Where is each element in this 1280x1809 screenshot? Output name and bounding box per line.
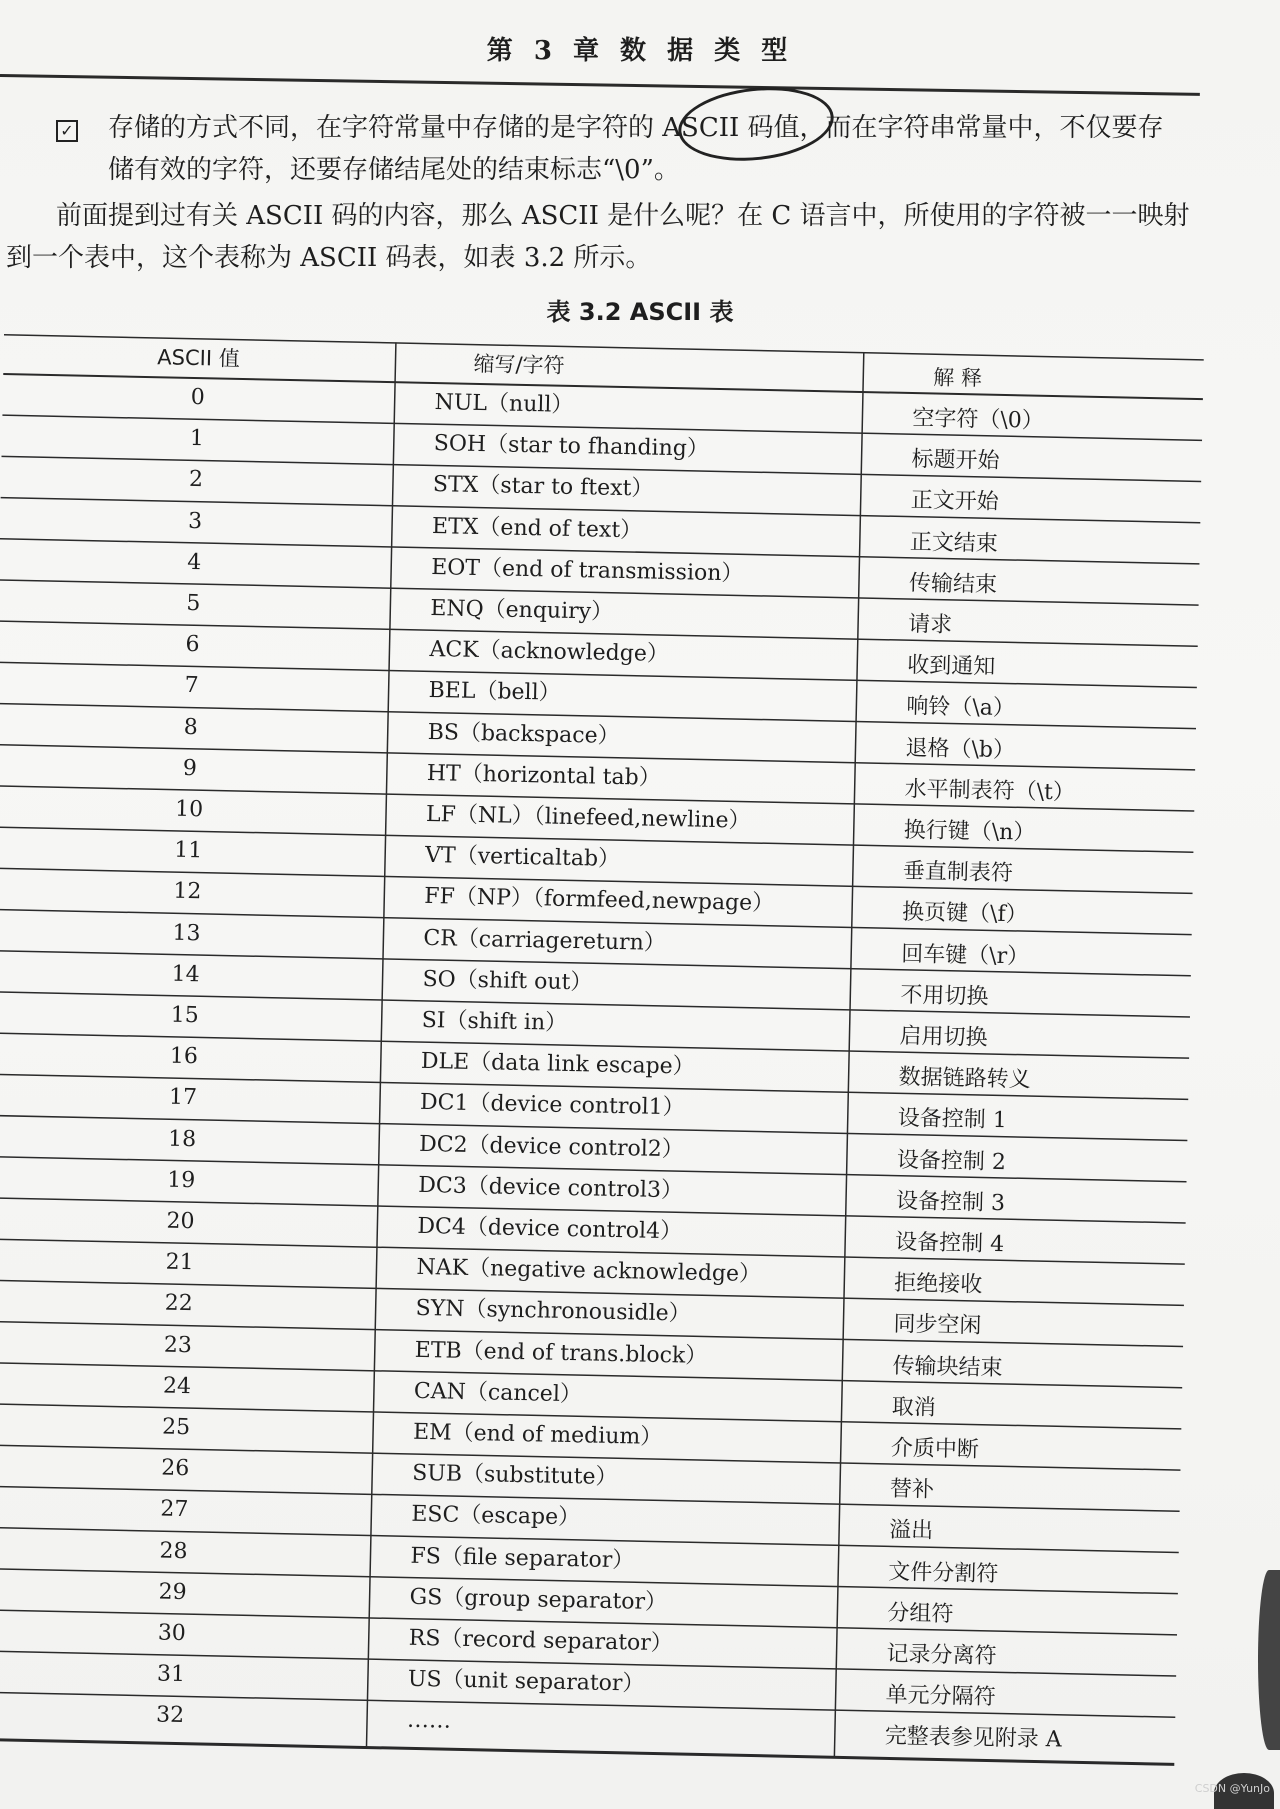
abbreviation-cell: SO（shift out） [422,966,593,996]
description-cell: 分组符 [887,1600,954,1627]
abbreviation-cell: SI（shift in） [421,1007,568,1036]
ascii-value-cell: 0 [190,384,205,411]
description-cell: 数据链路转义 [898,1065,1031,1093]
description-cell: 拒绝接收 [894,1271,983,1298]
abbreviation-cell: DC2（device control2） [418,1131,685,1163]
ascii-table [0,334,1214,1799]
ascii-value-cell: 16 [169,1043,199,1070]
ascii-value-cell: 26 [161,1455,190,1482]
page-edge-shadow [1258,1570,1280,1750]
ascii-value-cell: 14 [171,961,200,988]
ascii-value-cell: 17 [168,1085,198,1111]
description-cell: 垂直制表符 [902,859,1014,887]
abbreviation-cell: …… [406,1708,452,1735]
abbreviation-cell: ACK（acknowledge） [429,637,670,668]
abbreviation-cell: SYN（synchronousidle） [415,1296,691,1327]
abbreviation-cell: FS（file separator） [410,1543,635,1574]
description-cell: 记录分离符 [886,1641,997,1670]
abbreviation-cell: ENQ（enquiry） [430,595,614,625]
description-cell: 溢出 [888,1518,934,1545]
description-cell: 不用切换 [900,982,989,1010]
description-cell: 取消 [891,1394,936,1421]
description-cell: 设备控制 1 [897,1106,1007,1134]
abbreviation-cell: CR（carriagereturn） [423,925,667,956]
ascii-value-cell: 25 [161,1414,191,1441]
abbreviation-cell: LF（NL）（linefeed,newline） [425,801,751,834]
ascii-value-cell: 20 [166,1208,195,1235]
description-cell: 换页键（\f） [901,900,1028,928]
abbreviation-cell: SOH（star to fhanding） [433,431,710,462]
table-caption: 表 3.2 ASCII 表 [546,298,734,326]
abbreviation-cell: EOT（end of transmission） [430,554,744,587]
paragraph-line-2: 到一个表中，这个表称为 ASCII 码表，如表 3.2 所示。 [6,243,652,273]
description-cell: 请求 [907,612,953,638]
description-cell: 文件分割符 [888,1559,999,1587]
description-cell: 传输结束 [908,570,998,598]
watermark: CSDN @YunJo [1194,1782,1270,1795]
header-ascii-value: ASCII 值 [157,345,240,371]
abbreviation-cell: RS（record separator） [408,1625,674,1657]
ascii-value-cell: 3 [187,508,203,534]
abbreviation-cell: NAK（negative acknowledge） [416,1255,762,1288]
description-cell: 标题开始 [911,447,1000,475]
abbreviation-cell: BS（backspace） [427,719,620,749]
ascii-value-cell: 21 [165,1249,194,1276]
ascii-value-cell: 13 [172,920,201,946]
description-cell: 水平制表符（\t） [904,776,1076,806]
ascii-value-cell: 15 [170,1002,200,1029]
description-cell: 启用切换 [899,1023,988,1051]
ascii-value-cell: 9 [182,755,198,781]
ascii-value-cell: 5 [186,590,201,617]
abbreviation-cell: HT（horizontal tab） [426,760,661,791]
description-cell: 换行键（\n） [903,817,1036,846]
ascii-value-cell: 6 [185,632,200,658]
abbreviation-cell: SUB（substitute） [411,1460,618,1491]
ascii-value-cell: 12 [173,879,202,905]
ascii-value-cell: 2 [188,467,204,493]
abbreviation-cell: ETB（end of trans.block） [414,1337,708,1369]
description-cell: 介质中断 [890,1435,980,1463]
abbreviation-cell: DC3（device control3） [418,1172,684,1204]
description-cell: 退格（\b） [905,735,1016,763]
description-cell: 设备控制 3 [895,1188,1006,1216]
abbreviation-cell: DC1（device control1） [419,1090,685,1121]
abbreviation-cell: VT（verticaltab） [424,843,621,873]
bullet-text-line-2: 储有效的字符，还要存储结尾处的结束标志“\0”。 [108,155,680,185]
description-cell: 传输块结束 [892,1353,1003,1381]
ascii-value-cell: 30 [157,1620,187,1647]
description-cell: 设备控制 2 [896,1147,1007,1175]
abbreviation-cell: DC4（device control4） [417,1213,683,1245]
bullet-text-line-1: 存储的方式不同，在字符常量中存储的是字符的 ASCII 码值，而在字符串常量中，不仅要存 [108,113,1164,143]
abbreviation-cell: GS（group separator） [409,1584,668,1615]
ascii-value-cell: 29 [158,1579,187,1605]
header-rule [0,74,1200,96]
description-cell: 收到通知 [906,653,996,681]
abbreviation-cell: DLE（data link escape） [420,1049,695,1080]
ascii-value-cell: 23 [163,1332,193,1358]
ascii-value-cell: 27 [160,1496,189,1523]
abbreviation-cell: ETX（end of text） [431,513,643,543]
ascii-value-cell: 11 [173,837,203,864]
description-cell: 单元分隔符 [885,1682,996,1711]
abbreviation-cell: STX（star to ftext） [432,472,654,503]
checkbox-bullet-icon: ✓ [56,120,78,142]
description-cell: 回车键（\r） [900,941,1030,970]
header-abbreviation: 缩写/字符 [473,351,565,378]
abbreviation-cell: ESC（escape） [411,1502,581,1531]
ascii-value-cell: 28 [159,1538,188,1564]
header-description: 解 释 [933,365,983,391]
ascii-value-cell: 31 [156,1661,186,1688]
ascii-value-cell: 24 [162,1373,192,1399]
ascii-value-cell: 7 [184,673,199,699]
chapter-header: 第 3 章 数 据 类 型 [486,36,794,66]
ascii-value-cell: 19 [167,1167,196,1193]
ascii-value-cell: 4 [186,549,202,575]
description-cell: 正文开始 [910,488,999,516]
abbreviation-cell: EM（end of medium） [412,1419,663,1451]
description-cell: 响铃（\a） [906,694,1016,722]
ascii-value-cell: 22 [164,1290,193,1317]
ascii-value-cell: 32 [155,1702,185,1729]
abbreviation-cell: BEL（bell） [428,678,561,707]
description-cell: 替补 [889,1476,935,1503]
description-cell: 设备控制 4 [894,1229,1005,1258]
paragraph-line-1: 前面提到过有关 ASCII 码的内容，那么 ASCII 是什么呢？在 C 语言中，所使用的字符被一一映射 [56,201,1190,231]
abbreviation-cell: NUL（null） [434,390,574,418]
ascii-value-cell: 10 [174,796,204,823]
ascii-value-cell: 8 [183,714,199,740]
ascii-value-cell: 1 [189,426,205,452]
abbreviation-cell: US（unit separator） [407,1666,645,1697]
description-cell: 完整表参见附录 A [884,1724,1062,1753]
description-cell: 正文结束 [909,529,999,557]
abbreviation-cell: CAN（cancel） [413,1378,583,1408]
description-cell: 同步空闲 [893,1312,982,1340]
description-cell: 空字符（\0） [912,406,1045,434]
abbreviation-cell: FF（NP）（formfeed,newpage） [424,884,775,917]
ascii-value-cell: 18 [167,1126,197,1152]
